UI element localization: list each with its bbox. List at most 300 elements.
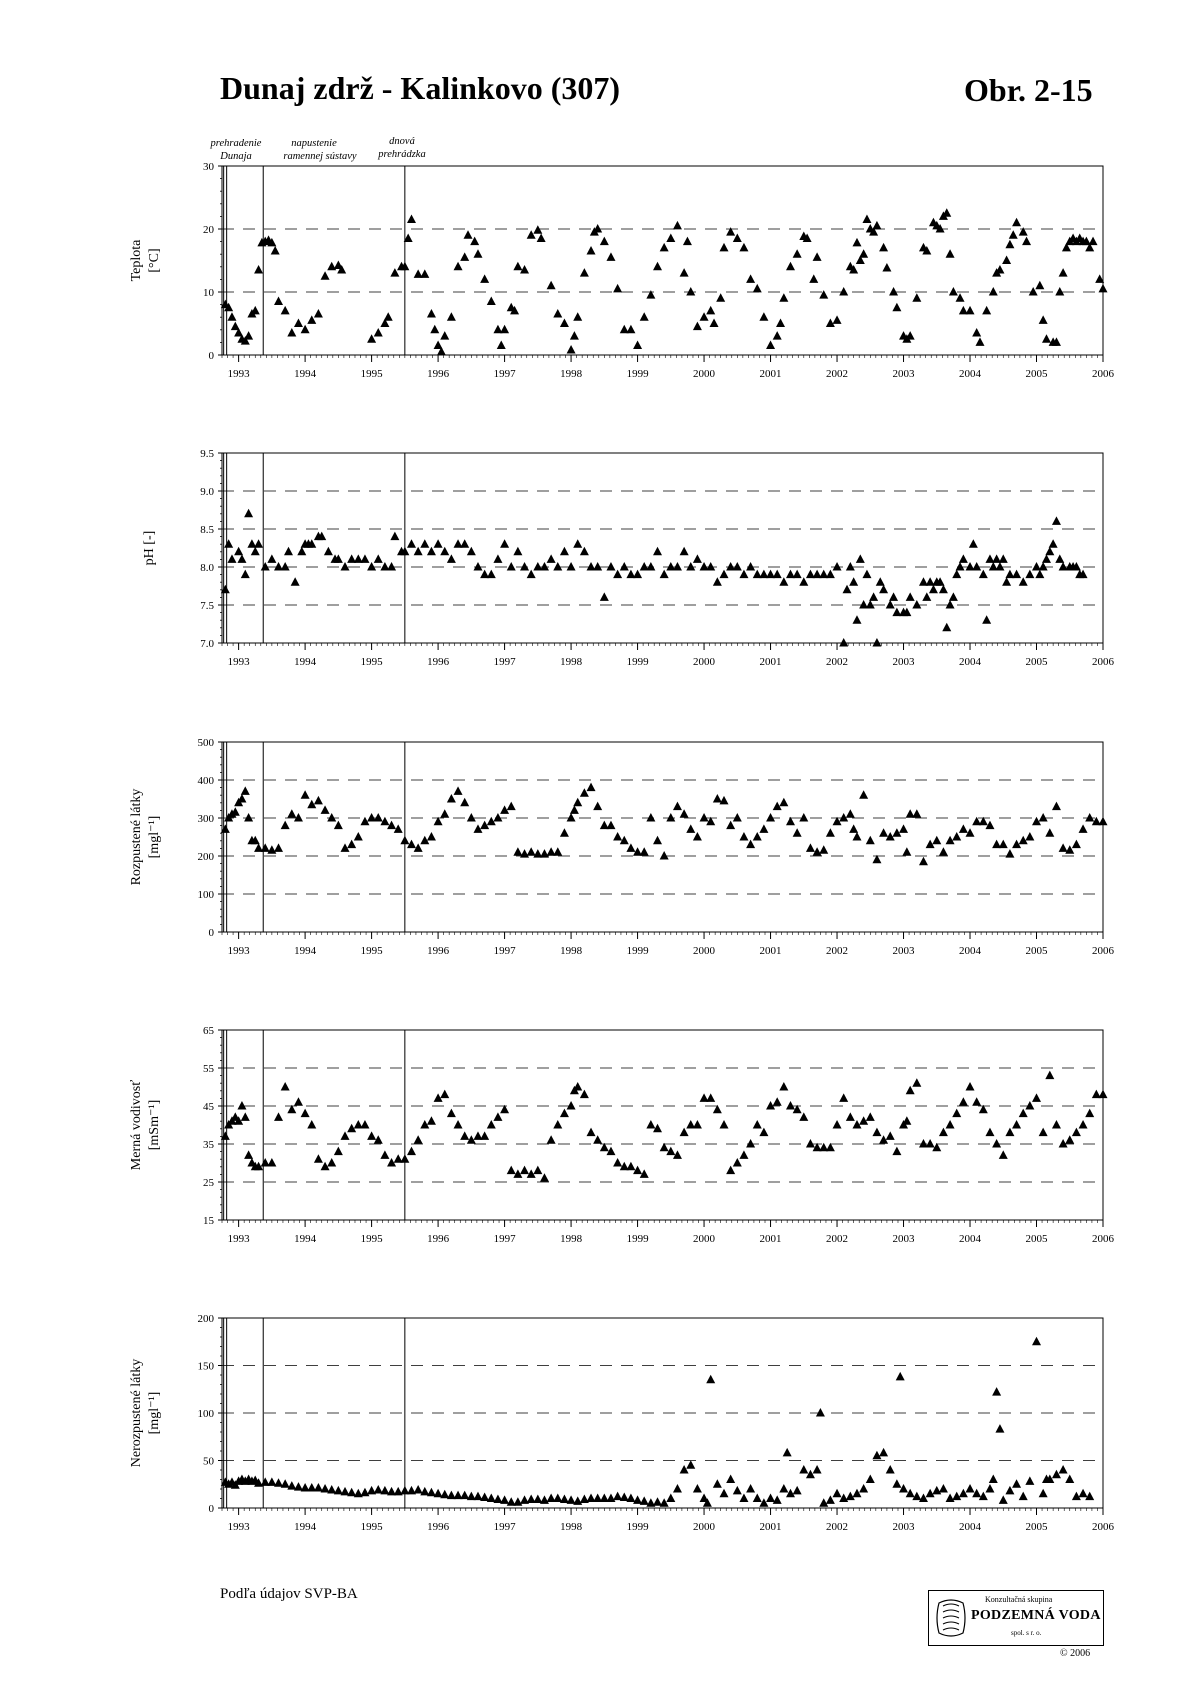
data-point — [287, 328, 296, 337]
x-tick-label: 2004 — [959, 368, 982, 380]
data-point — [849, 577, 858, 586]
data-point — [739, 243, 748, 252]
chart-panel-1 — [129, 161, 1115, 380]
data-point — [500, 1495, 509, 1504]
data-point — [852, 1489, 861, 1498]
data-point — [999, 840, 1008, 849]
data-point — [966, 1484, 975, 1493]
data-point — [573, 1496, 582, 1505]
data-point — [626, 843, 635, 852]
data-point — [1072, 1128, 1081, 1137]
data-point — [613, 284, 622, 293]
y-axis-label: Teplota — [129, 239, 144, 282]
data-point — [946, 1494, 955, 1503]
data-point — [573, 312, 582, 321]
data-point — [833, 562, 842, 571]
data-point — [497, 341, 506, 350]
data-point — [527, 847, 536, 856]
data-point — [254, 539, 263, 548]
data-point — [447, 1109, 456, 1118]
data-point — [946, 600, 955, 609]
x-tick-label: 2006 — [1092, 945, 1114, 957]
copyright: © 2006 — [1060, 1648, 1091, 1659]
x-tick-label: 1998 — [560, 368, 583, 380]
data-point — [1065, 1475, 1074, 1484]
data-point — [281, 1082, 290, 1091]
y-tick-label: 8.0 — [200, 562, 214, 574]
data-point — [274, 1478, 283, 1487]
data-point — [813, 1465, 822, 1474]
chart-panel-5 — [129, 1313, 1115, 1533]
data-point — [613, 1158, 622, 1167]
data-point — [932, 836, 941, 845]
data-point — [706, 306, 715, 315]
data-point — [646, 1120, 655, 1129]
x-tick-label: 2000 — [693, 1233, 716, 1245]
data-point — [267, 554, 276, 563]
data-point — [593, 562, 602, 571]
data-point — [806, 1139, 815, 1148]
data-point — [809, 274, 818, 283]
y-tick-label: 150 — [197, 1360, 214, 1373]
data-point — [540, 562, 549, 571]
x-tick-label: 2003 — [892, 656, 915, 668]
x-tick-label: 1996 — [427, 656, 450, 668]
data-point — [1052, 1120, 1061, 1129]
data-point — [254, 265, 263, 274]
data-point — [633, 1495, 642, 1504]
data-point — [473, 1492, 482, 1501]
event-label-1-line1: prehradenie — [210, 138, 262, 149]
data-point — [1002, 256, 1011, 265]
x-tick-label: 2006 — [1092, 1521, 1114, 1533]
data-point — [710, 319, 719, 328]
data-point — [1072, 840, 1081, 849]
data-point — [776, 319, 785, 328]
x-tick-label: 2004 — [959, 1521, 982, 1533]
data-point — [673, 802, 682, 811]
data-point — [1005, 849, 1014, 858]
data-point — [513, 847, 522, 856]
x-tick-label: 2003 — [892, 1521, 915, 1533]
data-point — [1042, 334, 1051, 343]
data-point — [733, 1486, 742, 1495]
data-point — [753, 1494, 762, 1503]
data-point — [739, 1494, 748, 1503]
data-point — [593, 802, 602, 811]
data-point — [537, 233, 546, 242]
data-point — [683, 237, 692, 246]
data-point — [995, 562, 1004, 571]
data-point — [779, 1484, 788, 1493]
y-axis-label: [°C] — [147, 248, 162, 273]
data-point — [567, 345, 576, 354]
data-point — [374, 328, 383, 337]
data-point — [833, 1489, 842, 1498]
data-point — [892, 1479, 901, 1488]
data-point — [334, 821, 343, 830]
data-point — [1059, 268, 1068, 277]
data-point — [271, 246, 280, 255]
y-axis-label: [mgl⁻¹] — [147, 1391, 162, 1435]
data-point — [906, 1489, 915, 1498]
y-tick-label: 45 — [203, 1101, 214, 1113]
data-point — [1019, 1492, 1028, 1501]
data-point — [666, 1494, 675, 1503]
data-point — [301, 790, 310, 799]
data-point — [1089, 237, 1098, 246]
y-axis-label: [mSm⁻¹] — [147, 1099, 162, 1151]
data-point — [493, 554, 502, 563]
x-tick-label: 1994 — [294, 945, 317, 957]
data-point — [633, 570, 642, 579]
x-tick-label: 2003 — [892, 1233, 915, 1245]
y-tick-label: 9.0 — [200, 486, 214, 498]
data-point — [862, 570, 871, 579]
data-point — [646, 290, 655, 299]
x-tick-label: 2006 — [1092, 656, 1114, 668]
data-point — [327, 813, 336, 822]
data-point — [447, 312, 456, 321]
data-point — [982, 306, 991, 315]
data-point — [553, 562, 562, 571]
data-point — [959, 1097, 968, 1106]
data-point — [786, 262, 795, 271]
x-tick-label: 2003 — [892, 945, 915, 957]
y-tick-label: 30 — [203, 161, 214, 173]
data-point — [1009, 230, 1018, 239]
y-tick-label: 7.5 — [200, 600, 214, 612]
data-point — [567, 813, 576, 822]
y-tick-label: 0 — [208, 927, 214, 939]
data-point — [626, 1494, 635, 1503]
data-point — [1042, 554, 1051, 563]
y-tick-label: 9.5 — [200, 448, 214, 460]
data-point — [493, 1112, 502, 1121]
data-point — [334, 1486, 343, 1495]
data-point — [693, 1484, 702, 1493]
data-point — [341, 562, 350, 571]
data-point — [547, 554, 556, 563]
data-point — [440, 1090, 449, 1099]
data-point — [949, 592, 958, 601]
data-point — [959, 1489, 968, 1498]
event-label-3-line1: dnová — [389, 136, 415, 147]
data-point — [919, 857, 928, 866]
data-point — [726, 227, 735, 236]
data-point — [972, 1097, 981, 1106]
x-tick-label: 2000 — [693, 945, 716, 957]
data-point — [989, 1475, 998, 1484]
data-point — [341, 1131, 350, 1140]
data-point — [972, 562, 981, 571]
data-point — [799, 813, 808, 822]
data-point — [281, 306, 290, 315]
data-point — [773, 331, 782, 340]
data-point — [587, 783, 596, 792]
x-tick-label: 2001 — [759, 945, 782, 957]
data-point — [739, 570, 748, 579]
data-point — [862, 215, 871, 224]
data-point — [1045, 1071, 1054, 1080]
data-point — [726, 1475, 735, 1484]
data-point — [244, 331, 253, 340]
x-tick-label: 1997 — [493, 368, 516, 380]
y-tick-label: 20 — [203, 224, 214, 236]
data-point — [666, 233, 675, 242]
data-point — [360, 1488, 369, 1497]
data-point — [513, 262, 522, 271]
data-point — [374, 554, 383, 563]
x-tick-label: 2002 — [826, 368, 849, 380]
data-point — [1012, 570, 1021, 579]
data-point — [294, 1097, 303, 1106]
data-point — [274, 1112, 283, 1121]
data-point — [859, 790, 868, 799]
data-point — [889, 592, 898, 601]
data-point — [1025, 1101, 1034, 1110]
data-point — [1045, 828, 1054, 837]
data-point — [946, 1120, 955, 1129]
data-point — [912, 809, 921, 818]
x-tick-label: 2002 — [826, 1233, 849, 1245]
data-point — [1059, 843, 1068, 852]
data-point — [547, 281, 556, 290]
data-point — [713, 794, 722, 803]
data-point — [606, 252, 615, 261]
data-point — [660, 851, 669, 860]
data-point — [992, 1139, 1001, 1148]
data-point — [1065, 1135, 1074, 1144]
data-point — [839, 1494, 848, 1503]
x-tick-label: 1998 — [560, 1233, 583, 1245]
data-point — [360, 554, 369, 563]
data-point — [540, 849, 549, 858]
data-point — [487, 1494, 496, 1503]
data-point — [929, 585, 938, 594]
data-point — [347, 840, 356, 849]
data-point — [773, 1495, 782, 1504]
data-point — [852, 832, 861, 841]
data-point — [473, 249, 482, 258]
data-point — [979, 570, 988, 579]
data-point — [626, 1162, 635, 1171]
data-point — [1039, 1128, 1048, 1137]
data-point — [640, 312, 649, 321]
x-tick-label: 1997 — [493, 1233, 516, 1245]
data-point — [992, 1387, 1001, 1396]
data-point — [1025, 1476, 1034, 1485]
data-point — [819, 290, 828, 299]
event-label-2-line1: napustenie — [291, 138, 337, 149]
data-point — [400, 1154, 409, 1163]
data-point — [460, 1491, 469, 1500]
data-point — [281, 1479, 290, 1488]
data-point — [613, 570, 622, 579]
data-point — [1035, 281, 1044, 290]
data-point — [1002, 577, 1011, 586]
data-point — [713, 577, 722, 586]
y-axis-label: Rozpustené látky — [129, 788, 144, 886]
data-point — [982, 615, 991, 624]
data-point — [889, 287, 898, 296]
data-point — [686, 287, 695, 296]
data-point — [1032, 1093, 1041, 1102]
x-tick-label: 1994 — [294, 656, 317, 668]
plot-frame — [222, 1030, 1103, 1220]
data-point — [746, 562, 755, 571]
data-point — [739, 832, 748, 841]
x-tick-label: 1998 — [560, 656, 583, 668]
x-tick-label: 1999 — [626, 368, 649, 380]
data-point — [567, 1495, 576, 1504]
data-point — [846, 1112, 855, 1121]
data-point — [227, 312, 236, 321]
y-tick-label: 10 — [203, 287, 214, 299]
data-point — [314, 1483, 323, 1492]
data-point — [640, 847, 649, 856]
data-point — [251, 547, 260, 556]
data-point — [1012, 1479, 1021, 1488]
data-point — [460, 798, 469, 807]
y-tick-label: 35 — [203, 1139, 214, 1151]
data-point — [1099, 1090, 1108, 1099]
data-point — [520, 849, 529, 858]
data-point — [390, 532, 399, 541]
data-point — [334, 1147, 343, 1156]
data-point — [793, 249, 802, 258]
x-tick-label: 2004 — [959, 945, 982, 957]
data-point — [1019, 1109, 1028, 1118]
data-point — [414, 1485, 423, 1494]
data-point — [587, 246, 596, 255]
plot-frame — [222, 453, 1103, 643]
data-point — [1049, 539, 1058, 548]
data-point — [766, 341, 775, 350]
data-point — [460, 252, 469, 261]
data-point — [527, 570, 536, 579]
data-point — [540, 1495, 549, 1504]
data-point — [454, 786, 463, 795]
data-point — [746, 274, 755, 283]
x-tick-label: 2000 — [693, 1521, 716, 1533]
data-point — [281, 821, 290, 830]
y-tick-label: 0 — [208, 1503, 214, 1515]
x-tick-label: 1999 — [626, 1233, 649, 1245]
data-point — [467, 813, 476, 822]
data-point — [693, 832, 702, 841]
data-point — [806, 843, 815, 852]
data-point — [866, 1112, 875, 1121]
x-tick-label: 2001 — [759, 368, 782, 380]
data-point — [680, 268, 689, 277]
data-point — [314, 309, 323, 318]
data-point — [527, 230, 536, 239]
data-point — [952, 1109, 961, 1118]
data-point — [733, 1158, 742, 1167]
data-point — [1039, 1489, 1048, 1498]
x-tick-label: 2002 — [826, 656, 849, 668]
data-point — [720, 796, 729, 805]
x-tick-label: 2006 — [1092, 368, 1114, 380]
data-point — [473, 562, 482, 571]
y-axis-label: Merná vodivosť — [129, 1079, 144, 1171]
data-point — [753, 1120, 762, 1129]
data-point — [447, 554, 456, 563]
data-point — [547, 1135, 556, 1144]
data-point — [686, 1460, 695, 1469]
data-point — [746, 1139, 755, 1148]
data-point — [939, 1484, 948, 1493]
data-point — [806, 1470, 815, 1479]
data-point — [341, 1487, 350, 1496]
x-tick-label: 1997 — [493, 656, 516, 668]
y-axis-label: [mgl⁻¹] — [147, 815, 162, 859]
y-tick-label: 100 — [197, 889, 214, 901]
data-point — [999, 554, 1008, 563]
data-point — [912, 1078, 921, 1087]
data-point — [999, 1495, 1008, 1504]
data-point — [407, 215, 416, 224]
data-point — [876, 577, 885, 586]
data-point — [480, 1131, 489, 1140]
data-point — [839, 638, 848, 647]
data-point — [1055, 554, 1064, 563]
data-point — [972, 1489, 981, 1498]
y-tick-label: 25 — [203, 1177, 214, 1189]
data-point — [783, 1448, 792, 1457]
data-point — [1012, 218, 1021, 227]
data-point — [434, 539, 443, 548]
y-tick-label: 65 — [203, 1025, 214, 1037]
event-labels — [210, 136, 426, 162]
data-point — [267, 1477, 276, 1486]
data-point — [879, 1448, 888, 1457]
data-point — [640, 1496, 649, 1505]
data-point — [759, 824, 768, 833]
x-tick-label: 2002 — [826, 945, 849, 957]
data-point — [613, 832, 622, 841]
figure-number: Obr. 2-15 — [964, 72, 1093, 108]
data-point — [520, 562, 529, 571]
data-point — [560, 1494, 569, 1503]
data-point — [899, 1484, 908, 1493]
data-point — [720, 1489, 729, 1498]
data-point — [224, 539, 233, 548]
data-point — [620, 562, 629, 571]
data-point — [660, 1498, 669, 1507]
data-point — [939, 1128, 948, 1137]
data-point — [570, 331, 579, 340]
data-point — [384, 312, 393, 321]
data-point — [666, 813, 675, 822]
data-point — [866, 600, 875, 609]
x-tick-label: 1993 — [227, 1521, 250, 1533]
data-point — [1055, 287, 1064, 296]
x-tick-label: 2001 — [759, 656, 782, 668]
data-point — [241, 786, 250, 795]
data-point — [859, 249, 868, 258]
data-point — [673, 562, 682, 571]
data-point — [440, 547, 449, 556]
data-point — [281, 562, 290, 571]
data-point — [739, 1150, 748, 1159]
data-point — [380, 1486, 389, 1495]
x-tick-label: 2001 — [759, 1521, 782, 1533]
data-point — [241, 1112, 250, 1121]
data-point — [779, 1082, 788, 1091]
data-point — [374, 1485, 383, 1494]
